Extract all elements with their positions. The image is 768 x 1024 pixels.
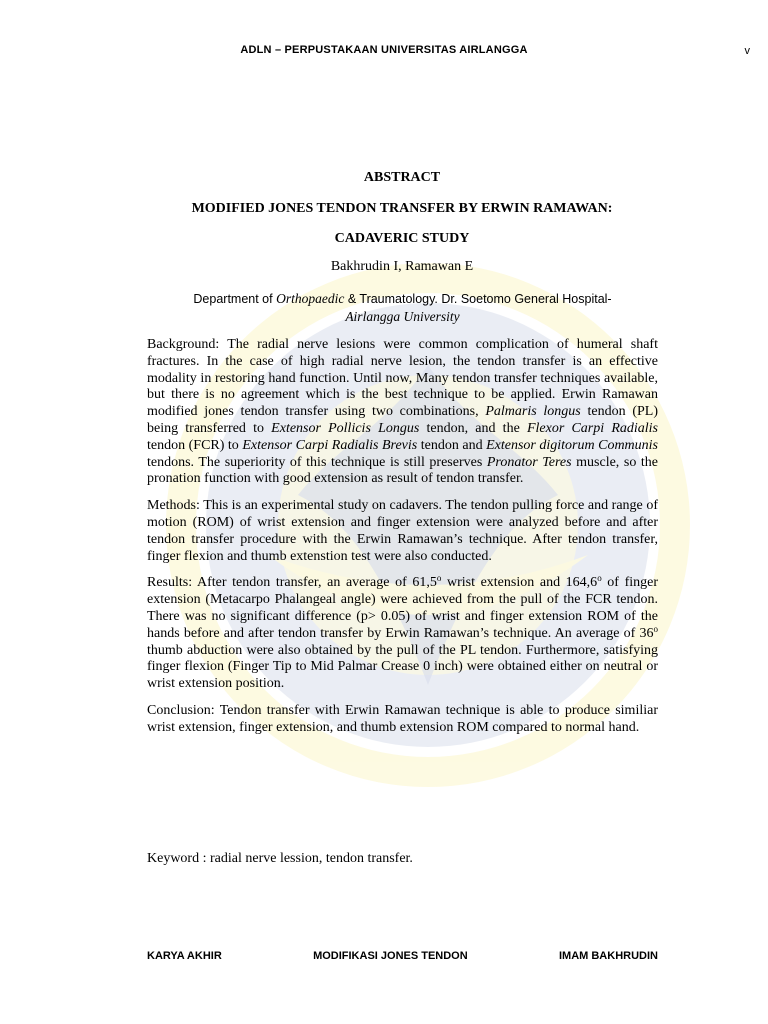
- degree-superscript: o: [436, 573, 442, 584]
- background-text: tendon, and the: [419, 420, 527, 436]
- degree-superscript: o: [597, 573, 602, 584]
- background-text: tendon and: [417, 437, 487, 453]
- affiliation-prefix: Department of: [193, 292, 277, 306]
- background-italic-term: Extensor digitorum Communis: [486, 437, 659, 453]
- keywords: Keyword : radial nerve lession, tendon transfer.: [147, 851, 413, 866]
- footer-right: IMAM BAKHRUDIN: [558, 950, 658, 962]
- background-italic-term: Extensor Pollicis Longus: [271, 420, 420, 436]
- methods-paragraph: Methods: This is an experimental study on cadavers. The tendon pulling force and range of motion (ROM) of wrist extension and finger extension were analyzed before and after tendon transfer procedure with the Erwin Ramawan’s technique. After tendon transfer, finger flexion and thumb extenstion test were also conducted.: [147, 498, 658, 564]
- background-italic-term: Pronator Teres: [486, 454, 572, 470]
- background-italic-term: Extensor Carpi Radialis Brevis: [242, 437, 418, 453]
- background-text: muscle, so the pronation function with good extension as result of tendon transfer.: [147, 454, 658, 487]
- authors: Bakhrudin I, Ramawan E: [330, 259, 474, 274]
- background-text: tendons. The superiority of this technique is still preserves: [147, 454, 487, 470]
- abstract-body: [147, 337, 658, 747]
- affiliation-dept: Orthopaedic: [276, 291, 345, 306]
- running-footer: [147, 950, 658, 962]
- affiliation-university: Airlangga University: [345, 309, 460, 324]
- results-text: wrist extension and 164,6: [441, 575, 598, 591]
- background-italic-term: Flexor Carpi Radialis: [526, 420, 658, 436]
- affiliation-mid: & Traumatology. Dr. Soetomo General Hospital-: [344, 292, 612, 306]
- background-text: Background: The radial nerve lesions were common complication of humeral shaft fractures. In the case of high radial nerve lesion, the tendon transfer is an effective modality in restoring hand function. Until now, Many tendon transfer techniques available, but there is no agreement which is the best technique to be applied. Erwin Ramawan modified jones tendon transfer using two combinations,: [147, 337, 658, 420]
- footer-left: KARYA AKHIR: [147, 950, 222, 962]
- running-header: ADLN – PERPUSTAKAAN UNIVERSITAS AIRLANGGA: [240, 44, 528, 56]
- results-text: Results: After tendon transfer, an average of 61,5: [147, 575, 437, 591]
- page-number: v: [744, 45, 750, 57]
- results-text: thumb abduction were also obtained by the pull of the PL tendon. Furthermore, satisfying finger flexion (Finger Tip to Mid Palmar Crease 0 inch) were obtained either on neutral or wrist extension position.: [147, 642, 658, 692]
- degree-superscript: o: [653, 623, 658, 634]
- conclusion-paragraph: Conclusion: Tendon transfer with Erwin Ramawan technique is able to produce similiar wrist extension, finger extension, and thumb extension ROM compared to normal hand.: [147, 702, 658, 735]
- background-italic-term: Palmaris longus: [485, 404, 581, 420]
- results-paragraph: [147, 575, 658, 693]
- results-text: of finger extension (Metacarpo Phalangeal angle) were achieved from the pull of the FCR tendon. There was no significant difference (p> 0.05) of wrist and finger extension ROM of the hands before and after tendon transfer by Erwin Ramawan’s technique. An average of 36: [147, 575, 659, 641]
- background-paragraph: [147, 337, 658, 488]
- abstract-heading: ABSTRACT: [363, 170, 441, 185]
- affiliation: [147, 290, 658, 326]
- background-text: tendon (FCR) to: [147, 437, 243, 453]
- paper-title-line2: CADAVERIC STUDY: [334, 231, 470, 246]
- background-text: tendon (PL) being transferred to: [147, 404, 658, 436]
- footer-center: MODIFIKASI JONES TENDON: [313, 950, 468, 962]
- paper-title-line1: MODIFIED JONES TENDON TRANSFER BY ERWIN RAMAWAN:: [191, 201, 613, 216]
